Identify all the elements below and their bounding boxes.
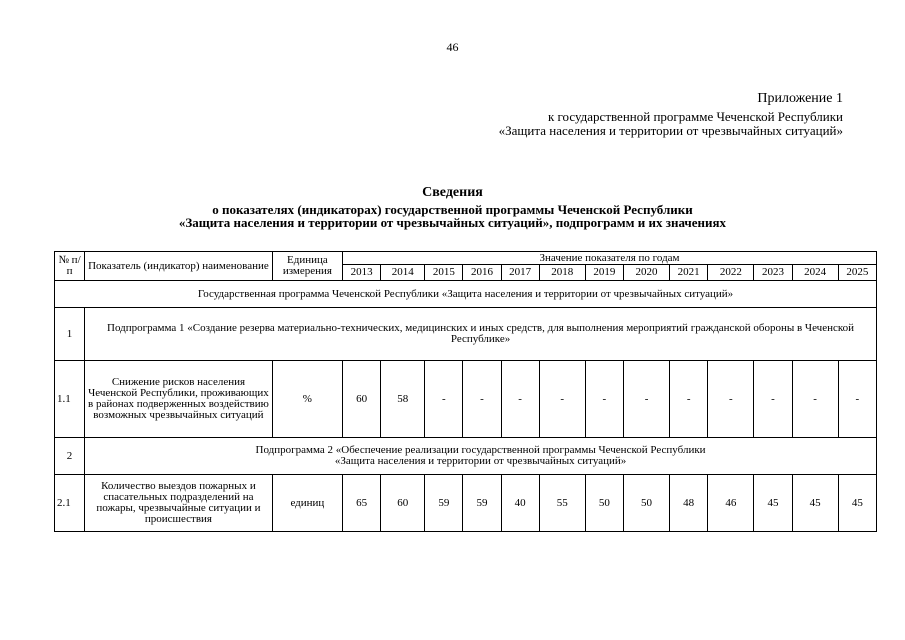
subprogram-2-line-2: «Защита населения и территории от чрезвычайных ситуаций» xyxy=(334,455,627,467)
header-unit: Единица измерения xyxy=(272,252,342,281)
year-header: 2020 xyxy=(623,265,669,281)
year-header: 2014 xyxy=(381,265,425,281)
header-row xyxy=(55,252,877,265)
value-cell: - xyxy=(792,361,838,438)
program-row xyxy=(55,281,877,308)
heading-line-3: «Защита населения и территории от чрезвычайных ситуаций», подпрограмм и их значениях xyxy=(178,215,727,230)
indicator-1-1-unit: % xyxy=(272,361,342,438)
value-cell: 45 xyxy=(838,475,876,532)
value-cell: 58 xyxy=(381,361,425,438)
value-cell: - xyxy=(754,361,792,438)
value-cell: 65 xyxy=(343,475,381,532)
subprogram-1-num: 1 xyxy=(55,308,85,361)
appendix-line-2: «Защита населения и территории от чрезвычайных ситуаций» xyxy=(498,123,843,138)
value-cell: 50 xyxy=(585,475,623,532)
year-header: 2013 xyxy=(343,265,381,281)
value-cell: 55 xyxy=(539,475,585,532)
header-values: Значение показателя по годам xyxy=(343,252,877,265)
year-header: 2023 xyxy=(754,265,792,281)
indicator-1-1-num: 1.1 xyxy=(55,361,85,438)
page-number: 46 xyxy=(446,40,459,54)
value-cell: 60 xyxy=(381,475,425,532)
indicator-1-1-name: Снижение рисков населения Чеченской Республики, проживающих в районах подверженных воздействию возможных чрезвычайных ситуаций xyxy=(85,361,273,438)
value-cell: 59 xyxy=(463,475,501,532)
indicator-row-1-1 xyxy=(55,361,877,438)
appendix-block xyxy=(499,92,843,138)
value-cell: 45 xyxy=(754,475,792,532)
subprogram-2-line-1: Подпрограмма 2 «Обеспечение реализации государственной программы Чеченской Республики xyxy=(255,444,706,456)
year-header: 2021 xyxy=(670,265,708,281)
year-header: 2019 xyxy=(585,265,623,281)
heading-line-2: о показателях (индикаторах) государственной программы Чеченской Республики xyxy=(212,202,693,217)
value-cell: - xyxy=(501,361,539,438)
indicator-2-1-name: Количество выездов пожарных и спасательных подразделений на пожары, чрезвычайные ситуации и происшествия xyxy=(85,475,273,532)
year-header: 2024 xyxy=(792,265,838,281)
year-header: 2018 xyxy=(539,265,585,281)
value-cell: 48 xyxy=(670,475,708,532)
subprogram-1-text: Подпрограмма 1 «Создание резерва материально-технических, медицинских и иных средств, для выполнения мероприятий гражданской обороны в Чеченской Республике» xyxy=(85,308,877,361)
header-indicator: Показатель (индикатор) наименование xyxy=(85,252,273,281)
subprogram-2-num: 2 xyxy=(55,438,85,475)
value-cell: - xyxy=(463,361,501,438)
value-cell: - xyxy=(425,361,463,438)
year-header: 2022 xyxy=(708,265,754,281)
indicators-table xyxy=(54,251,877,532)
indicator-2-1-unit: единиц xyxy=(272,475,342,532)
header-num: № п/п xyxy=(55,252,85,281)
value-cell: 45 xyxy=(792,475,838,532)
appendix-line-1: к государственной программе Чеченской Республики xyxy=(547,109,843,124)
year-header: 2016 xyxy=(463,265,501,281)
subprogram-1-row xyxy=(55,308,877,361)
heading-title: Сведения xyxy=(422,185,483,200)
value-cell: - xyxy=(623,361,669,438)
value-cell: - xyxy=(708,361,754,438)
indicator-row-2-1 xyxy=(55,475,877,532)
value-cell: 50 xyxy=(623,475,669,532)
year-header: 2017 xyxy=(501,265,539,281)
subprogram-2-row xyxy=(55,438,877,475)
value-cell: 46 xyxy=(708,475,754,532)
value-cell: - xyxy=(670,361,708,438)
value-cell: 59 xyxy=(425,475,463,532)
value-cell: - xyxy=(585,361,623,438)
value-cell: - xyxy=(838,361,876,438)
subprogram-2-text xyxy=(85,438,877,475)
indicator-2-1-num: 2.1 xyxy=(55,475,85,532)
value-cell: 40 xyxy=(501,475,539,532)
year-header: 2015 xyxy=(425,265,463,281)
program-title: Государственная программа Чеченской Республики «Защита населения и территории от чрезвычайных ситуаций» xyxy=(55,281,877,308)
year-header: 2025 xyxy=(838,265,876,281)
appendix-title: Приложение 1 xyxy=(757,91,843,106)
value-cell: - xyxy=(539,361,585,438)
value-cell: 60 xyxy=(343,361,381,438)
document-heading xyxy=(0,186,905,229)
